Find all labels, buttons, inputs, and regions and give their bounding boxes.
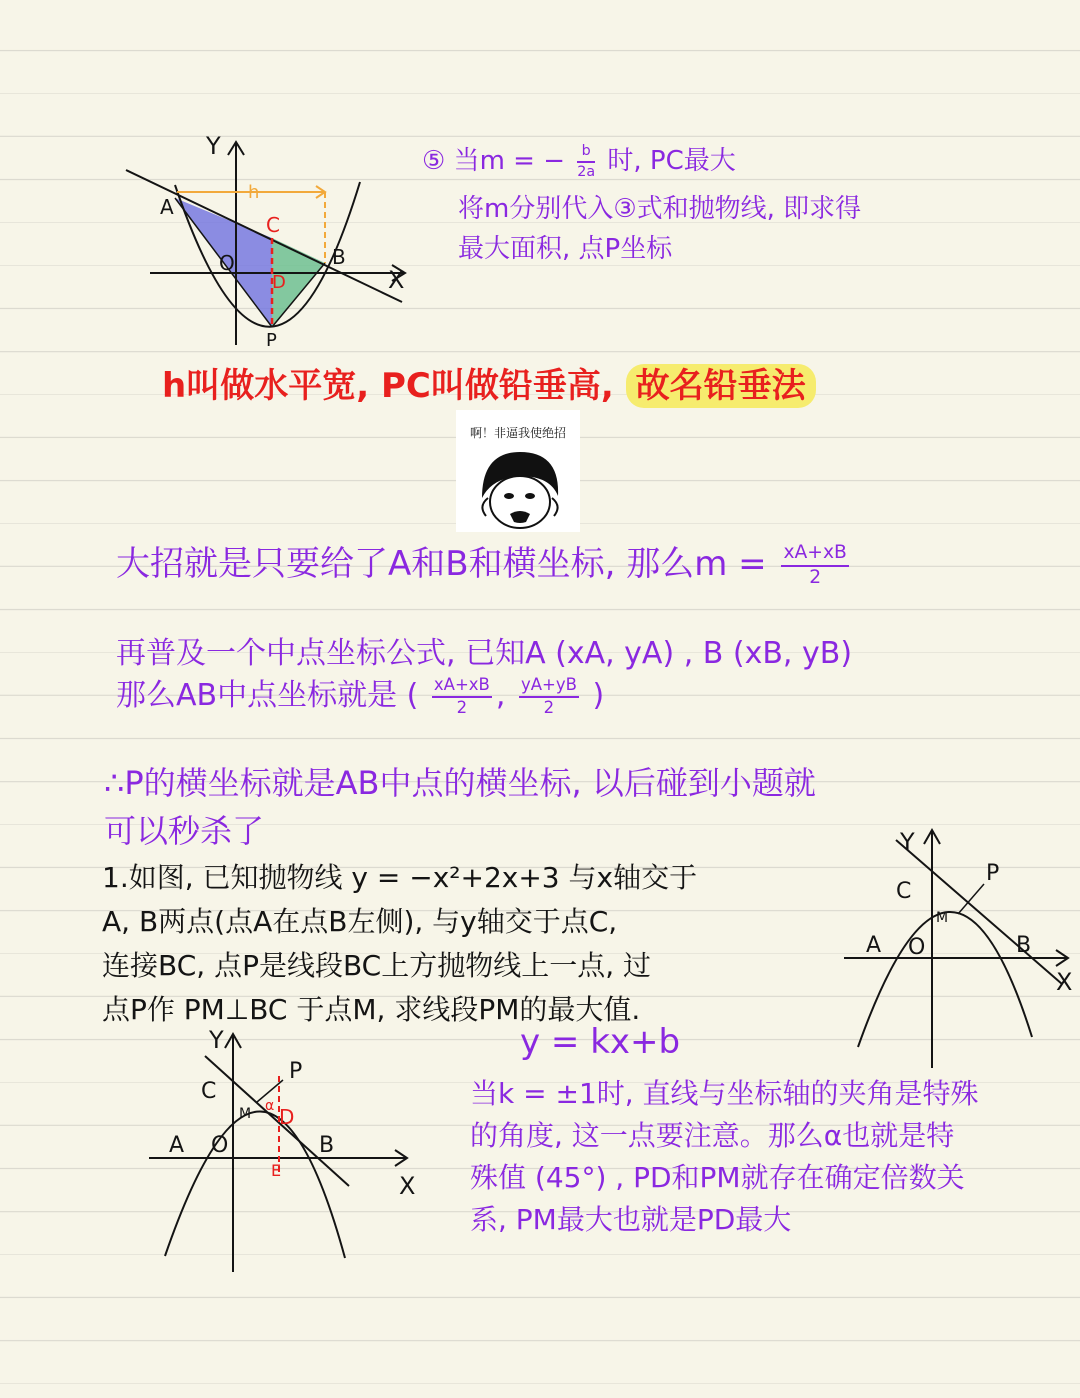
fraction-mid-y <box>519 677 579 716</box>
meme-face-icon <box>468 446 568 530</box>
label-a: A <box>866 933 882 958</box>
segment-pm <box>958 884 984 914</box>
naming-line <box>162 358 816 407</box>
label-y: Y <box>209 1026 224 1054</box>
label-o: O <box>219 251 235 275</box>
label-y: Y <box>206 132 221 160</box>
meme-caption: 啊！非逼我使绝招 <box>469 426 566 440</box>
fraction-denominator: 2 <box>543 697 555 717</box>
fraction-b-over-2a <box>577 144 595 179</box>
label-y: Y <box>900 828 915 856</box>
label-p: P <box>289 1059 303 1084</box>
label-x: X <box>388 266 405 294</box>
big-move-line <box>116 536 853 587</box>
label-p: P <box>266 330 277 350</box>
note-line2: 的角度, 这一点要注意。那么α也就是特 <box>470 1119 955 1152</box>
label-b: B <box>1016 933 1032 958</box>
label-h: h <box>248 182 260 203</box>
fraction-numerator: yA+yB <box>519 677 579 698</box>
big-move-text: 大招就是只要给了A和B和横坐标, 那么m = <box>116 544 767 584</box>
problem-line4: 点P作 PM⊥BC 于点M, 求线段PM的最大值. <box>102 993 641 1026</box>
label-m: M <box>936 910 949 926</box>
step-number: ⑤ <box>422 146 446 176</box>
label-d: D <box>279 1105 295 1129</box>
top-note-line3: 最大面积, 点P坐标 <box>458 234 673 264</box>
label-o: O <box>908 935 926 960</box>
conclusion-line2: 可以秒杀了 <box>104 812 265 850</box>
top-note-line2: 将m分别代入③式和抛物线, 即求得 <box>458 194 862 224</box>
fraction-numerator: xA+xB <box>781 544 848 567</box>
label-x: X <box>399 1172 416 1200</box>
parabola <box>858 912 1032 1047</box>
label-a: A <box>169 1133 185 1158</box>
diagram-triangle-area <box>120 130 420 350</box>
note-line3: 殊值 (45°) , PD和PM就存在确定倍数关 <box>470 1161 965 1194</box>
label-alpha: α <box>265 1098 275 1114</box>
conclusion-line1: ∴P的横坐标就是AB中点的横坐标, 以后碰到小题就 <box>104 764 816 802</box>
label-c: C <box>266 213 280 237</box>
naming-highlight: 故名铅垂法 <box>626 364 816 408</box>
label-c: C <box>896 879 912 904</box>
problem-line2: A, B两点(点A在点B左侧), 与y轴交于点C, <box>102 905 618 938</box>
fraction-denominator: 2a <box>577 163 596 180</box>
fraction-denominator: 2 <box>456 697 468 717</box>
label-p: P <box>986 861 1000 886</box>
note-line4: 系, PM最大也就是PD最大 <box>470 1203 792 1236</box>
label-c: C <box>201 1079 217 1104</box>
label-b: B <box>332 245 346 269</box>
problem-line1: 1.如图, 已知抛物线 y = −x²+2x+3 与x轴交于 <box>102 861 698 894</box>
naming-red-text: h叫做水平宽, PC叫做铅垂高, <box>162 366 614 406</box>
fraction-midpoint-x <box>781 541 848 588</box>
midpoint-suffix: ) <box>592 678 605 713</box>
diagram-pd-pm <box>145 1026 425 1276</box>
midpoint-prefix: 那么AB中点坐标就是 ( <box>116 678 419 713</box>
m-equals: 当m = − <box>453 146 566 176</box>
label-m: M <box>239 1106 252 1122</box>
top-note-line1 <box>422 140 736 179</box>
label-x: X <box>1056 968 1073 996</box>
meme-sticker <box>456 410 580 532</box>
fraction-numerator: xA+xB <box>432 677 492 698</box>
midpoint-line2: 那么AB中点坐标就是 ( $\frac{xA+xB}{2}$ , $\frac{yA+yB}{2}$ ) <box>116 675 605 717</box>
parabola <box>165 1111 345 1258</box>
diagram-problem-figure <box>840 822 1076 1072</box>
pc-max-text: 时, PC最大 <box>607 146 736 176</box>
problem-line3: 连接BC, 点P是线段BC上方抛物线上一点, 过 <box>102 949 652 982</box>
line-formula: y = kx+b <box>520 1022 681 1062</box>
label-a: A <box>160 195 174 219</box>
fraction-numerator: b <box>577 144 595 162</box>
line-bc <box>896 840 1062 984</box>
fraction-mid-x <box>432 677 492 716</box>
label-d: D <box>272 272 286 293</box>
fraction-denominator: 2 <box>809 566 822 588</box>
note-line1: 当k = ±1时, 直线与坐标轴的夹角是特殊 <box>470 1077 979 1110</box>
midpoint-line1: 再普及一个中点坐标公式, 已知A (xA, yA) , B (xB, yB) <box>116 636 853 671</box>
label-e: E <box>271 1161 282 1180</box>
label-o: O <box>211 1133 229 1158</box>
label-b: B <box>319 1133 335 1158</box>
